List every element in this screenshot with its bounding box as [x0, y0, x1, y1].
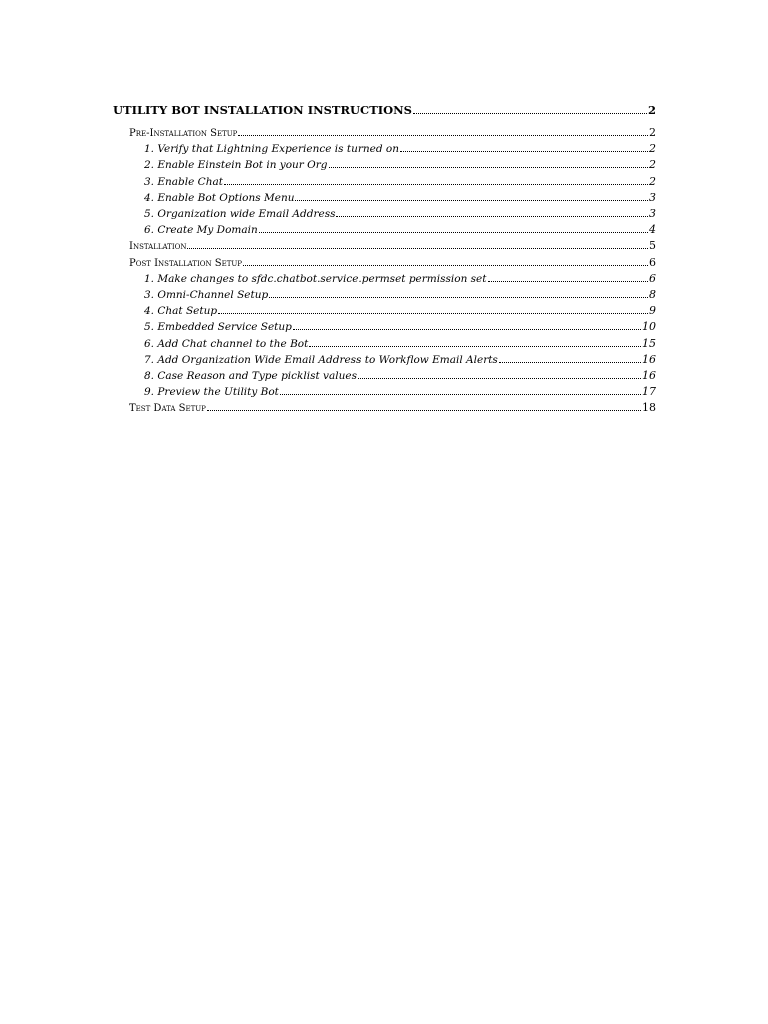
toc-subentry-preview-utility-bot[interactable]: [113, 384, 656, 400]
toc-entry-page: 5: [649, 239, 656, 253]
dot-leader: [269, 297, 648, 298]
toc-subentry-label: 4. Enable Bot Options Menu: [144, 191, 295, 204]
toc-subentry-page: 6: [649, 271, 656, 285]
dot-leader: [336, 216, 648, 217]
toc-subentry-org-wide-email[interactable]: [113, 206, 656, 222]
toc-subentry-page: 2: [649, 158, 656, 172]
toc-subentry-label: 1. Verify that Lightning Experience is turned on: [144, 143, 400, 156]
toc-subentry-omni-channel-setup[interactable]: [113, 287, 656, 303]
toc-subentry-label: 3. Omni-Channel Setup: [144, 289, 269, 302]
toc-subentry-label: 2. Enable Einstein Bot in your Org: [144, 159, 328, 172]
toc-subentry-label: 4. Chat Setup: [144, 305, 218, 318]
toc-subentry-workflow-email-alerts[interactable]: [113, 352, 656, 368]
dot-leader: [358, 378, 641, 379]
dot-leader: [187, 248, 648, 249]
toc-subentry-add-chat-channel[interactable]: [113, 336, 656, 352]
toc-subentry-label: 8. Case Reason and Type picklist values: [144, 370, 357, 383]
dot-leader: [224, 184, 648, 185]
toc-subentry-page: 3: [649, 207, 656, 221]
toc-subentry-page: 2: [649, 142, 656, 156]
toc-subentry-label: 5. Embedded Service Setup: [144, 321, 292, 334]
toc-subentry-enable-einstein-bot[interactable]: [113, 157, 656, 173]
toc-subentry-label: 9. Preview the Utility Bot: [144, 386, 279, 399]
dot-leader: [329, 167, 648, 168]
table-of-contents: [113, 101, 656, 417]
toc-entry-post-installation[interactable]: [113, 255, 656, 271]
toc-subentry-chat-setup[interactable]: [113, 303, 656, 319]
toc-subentry-page: 4: [649, 223, 656, 237]
toc-subentry-bot-options-menu[interactable]: [113, 190, 656, 206]
toc-subentry-page: 15: [642, 336, 656, 350]
toc-title-label: UTILITY BOT INSTALLATION INSTRUCTIONS: [113, 103, 412, 117]
toc-subentry-page: 9: [649, 304, 656, 318]
toc-subentry-case-picklist-values[interactable]: [113, 368, 656, 384]
toc-subentry-page: 10: [642, 320, 656, 334]
toc-entry-page: 2: [649, 126, 656, 139]
toc-entry-page: 6: [649, 255, 656, 269]
toc-subentry-embedded-service-setup[interactable]: [113, 319, 656, 335]
toc-entry-label: Test Data Setup: [129, 403, 206, 415]
toc-subentry-create-my-domain[interactable]: [113, 222, 656, 238]
dot-leader: [295, 200, 648, 201]
toc-subentry-enable-chat[interactable]: [113, 174, 656, 190]
toc-entry-test-data-setup[interactable]: [113, 400, 656, 416]
dot-leader: [218, 313, 648, 314]
toc-subentry-verify-lightning[interactable]: [113, 141, 656, 157]
toc-subentry-label: 6. Add Chat channel to the Bot: [144, 337, 309, 350]
dot-leader: [280, 394, 641, 395]
dot-leader: [488, 281, 649, 282]
toc-title-page: 2: [647, 103, 656, 117]
toc-subentry-page: 2: [649, 174, 656, 188]
toc-entry-pre-installation[interactable]: [113, 125, 656, 141]
toc-entry-installation[interactable]: [113, 238, 656, 254]
dot-leader: [259, 232, 648, 233]
toc-entry-label: Installation: [129, 241, 187, 253]
toc-subentry-permset-changes[interactable]: [113, 271, 656, 287]
toc-subentry-label: 5. Organization wide Email Address: [144, 208, 336, 221]
toc-subentry-page: 17: [642, 385, 656, 399]
dot-leader: [238, 135, 648, 136]
toc-entry-page: 18: [642, 401, 656, 415]
dot-leader: [207, 410, 641, 411]
dot-leader: [243, 265, 648, 266]
toc-subentry-page: 16: [642, 369, 656, 383]
dot-leader: [413, 113, 647, 114]
toc-subentry-page: 16: [642, 352, 656, 366]
toc-subentry-label: 1. Make changes to sfdc.chatbot.service.permset permission set: [144, 272, 487, 285]
dot-leader: [293, 329, 641, 330]
dot-leader: [499, 362, 641, 363]
toc-subentry-page: 3: [649, 190, 656, 204]
toc-entry-label: Pre-Installation Setup: [129, 128, 238, 139]
toc-subentry-label: 7. Add Organization Wide Email Address to Workflow Email Alerts: [144, 353, 498, 366]
toc-subentry-label: 3. Enable Chat: [144, 175, 223, 188]
toc-title-entry[interactable]: [113, 101, 656, 119]
toc-subentry-page: 8: [649, 288, 656, 302]
dot-leader: [309, 346, 641, 347]
dot-leader: [400, 151, 648, 152]
toc-subentry-label: 6. Create My Domain: [144, 224, 258, 237]
toc-entry-label: Post Installation Setup: [129, 257, 243, 269]
